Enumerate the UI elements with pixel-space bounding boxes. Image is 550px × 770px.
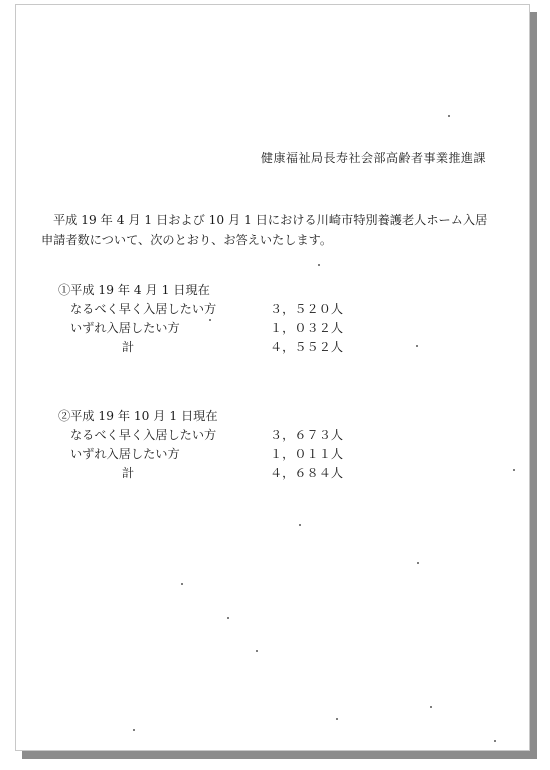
row-value: １，０３２人 [270, 321, 344, 335]
total-row [58, 338, 368, 357]
section-october [58, 407, 368, 483]
total-row [58, 464, 368, 483]
section-april [58, 281, 368, 357]
row-value: １，０１１人 [270, 447, 344, 461]
table-row [58, 319, 368, 338]
row-value: ３，５２０人 [270, 302, 344, 316]
scan-speck [299, 524, 301, 526]
scan-speck [448, 115, 450, 117]
scan-speck [336, 718, 338, 720]
row-value: ３，６７３人 [270, 428, 344, 442]
scan-speck [416, 345, 418, 347]
scan-speck [133, 729, 135, 731]
scan-speck [209, 319, 211, 321]
intro-paragraph [41, 210, 511, 250]
document-page [15, 4, 530, 751]
row-value: ４，６８４人 [270, 466, 344, 480]
table-row [58, 445, 368, 464]
intro-line-2: 申請者数について、次のとおり、お答えいたします。 [41, 233, 333, 247]
scan-speck [513, 469, 515, 471]
row-label: 計 [122, 466, 135, 480]
row-value: ４，５５２人 [270, 340, 344, 354]
section-heading: ①平成 19 年 4 月 1 日現在 [58, 283, 210, 297]
row-label: いずれ入居したい方 [70, 321, 180, 335]
table-row [58, 426, 368, 445]
row-label: いずれ入居したい方 [70, 447, 180, 461]
table-row [58, 300, 368, 319]
scan-speck [227, 617, 229, 619]
section-heading: ②平成 19 年 10 月 1 日現在 [58, 409, 218, 423]
intro-line-1: 平成 19 年 4 月 1 日および 10 月 1 日における川崎市特別養護老人ホーム入居 [53, 213, 488, 227]
scan-speck [430, 706, 432, 708]
scan-speck [494, 740, 496, 742]
row-label: 計 [122, 340, 135, 354]
department-name: 健康福祉局長寿社会部高齢者事業推進課 [260, 151, 486, 165]
scan-speck [318, 264, 320, 266]
scan-speck [256, 650, 258, 652]
scan-speck [181, 583, 183, 585]
row-label: なるべく早く入居したい方 [70, 428, 217, 442]
row-label: なるべく早く入居したい方 [70, 302, 217, 316]
scan-speck [417, 562, 419, 564]
